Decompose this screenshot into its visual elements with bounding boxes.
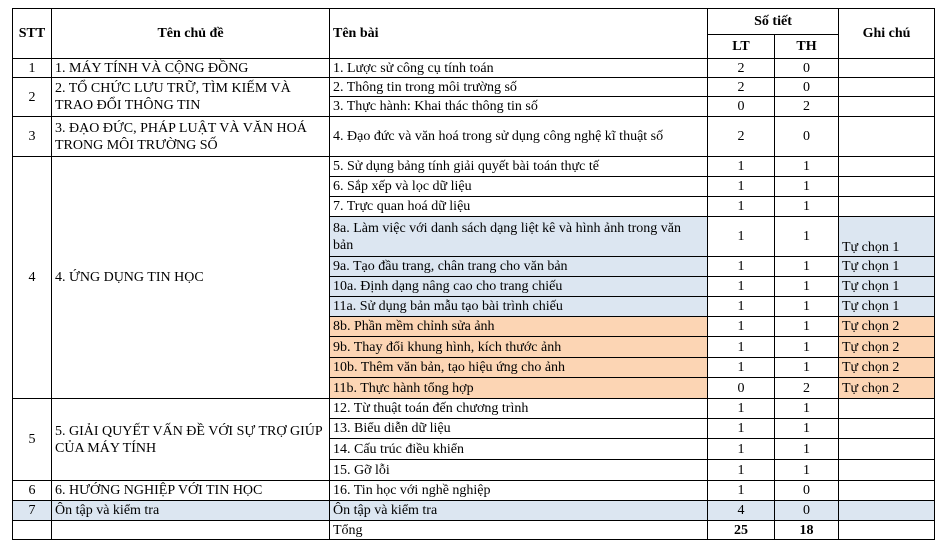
lt-cell: 1: [708, 257, 775, 277]
total-label: Tổng: [330, 521, 708, 540]
th-cell: 1: [775, 399, 839, 419]
lt-cell: 1: [708, 197, 775, 217]
th-cell: 0: [775, 481, 839, 501]
th-cell: 2: [775, 378, 839, 399]
th-cell: 1: [775, 358, 839, 378]
lesson-cell: 9a. Tạo đầu trang, chân trang cho văn bản: [330, 257, 708, 277]
note-cell: [839, 59, 935, 78]
stt-cell: 5: [13, 399, 52, 481]
lt-cell: 1: [708, 317, 775, 337]
lt-cell: 1: [708, 439, 775, 460]
lesson-cell: 12. Từ thuật toán đến chương trình: [330, 399, 708, 419]
note-cell: Tự chọn 2: [839, 358, 935, 378]
lt-cell: 1: [708, 481, 775, 501]
th-cell: 0: [775, 59, 839, 78]
lesson-cell: 14. Cấu trúc điều khiển: [330, 439, 708, 460]
th-cell: 1: [775, 460, 839, 481]
lt-cell: 1: [708, 217, 775, 257]
lt-cell: 1: [708, 177, 775, 197]
lesson-cell: 15. Gỡ lỗi: [330, 460, 708, 481]
lesson-cell: 11b. Thực hành tổng hợp: [330, 378, 708, 399]
topic-cell: 3. ĐẠO ĐỨC, PHÁP LUẬT VÀ VĂN HOÁ TRONG MÔI TRƯỜNG SỐ: [52, 117, 330, 157]
topic-cell: 1. MÁY TÍNH VÀ CỘNG ĐỒNG: [52, 59, 330, 78]
th-cell: 1: [775, 317, 839, 337]
lt-cell: 2: [708, 117, 775, 157]
lt-cell: 1: [708, 460, 775, 481]
total-lt: 25: [708, 521, 775, 540]
th-cell: 1: [775, 217, 839, 257]
lesson-cell: 13. Biểu diễn dữ liệu: [330, 419, 708, 439]
th-cell: 1: [775, 419, 839, 439]
header-periods: Số tiết: [708, 9, 839, 35]
header-topic: Tên chủ đề: [52, 9, 330, 59]
note-cell: [839, 501, 935, 521]
stt-cell: 1: [13, 59, 52, 78]
header-lt: LT: [708, 35, 775, 59]
lt-cell: 1: [708, 277, 775, 297]
lt-cell: 1: [708, 337, 775, 358]
lt-cell: 1: [708, 419, 775, 439]
note-cell: [839, 197, 935, 217]
table-row: [13, 481, 935, 501]
table-row: [13, 59, 935, 78]
stt-cell: 7: [13, 501, 52, 521]
lesson-cell: 3. Thực hành: Khai thác thông tin số: [330, 97, 708, 117]
lt-cell: 0: [708, 97, 775, 117]
th-cell: 1: [775, 277, 839, 297]
stt-cell: 6: [13, 481, 52, 501]
note-cell: Tự chọn 2: [839, 317, 935, 337]
note-cell: Tự chọn 2: [839, 378, 935, 399]
curriculum-table: [12, 8, 935, 540]
total-blank-topic: [52, 521, 330, 540]
lt-cell: 1: [708, 157, 775, 177]
topic-cell: 6. HƯỚNG NGHIỆP VỚI TIN HỌC: [52, 481, 330, 501]
lesson-cell: Ôn tập và kiểm tra: [330, 501, 708, 521]
lt-cell: 2: [708, 59, 775, 78]
th-cell: 1: [775, 257, 839, 277]
lt-cell: 0: [708, 378, 775, 399]
header-lesson: Tên bài: [330, 9, 708, 59]
th-cell: 0: [775, 501, 839, 521]
th-cell: 1: [775, 439, 839, 460]
header-th: TH: [775, 35, 839, 59]
table-row: [13, 399, 935, 419]
topic-cell: 5. GIẢI QUYẾT VẤN ĐỀ VỚI SỰ TRỢ GIÚP CỦA MÁY TÍNH: [52, 399, 330, 481]
topic-cell: Ôn tập và kiểm tra: [52, 501, 330, 521]
total-th: 18: [775, 521, 839, 540]
total-row: [13, 521, 935, 540]
header-note: Ghi chú: [839, 9, 935, 59]
header-stt: STT: [13, 9, 52, 59]
note-cell: [839, 97, 935, 117]
lt-cell: 2: [708, 78, 775, 97]
table-row: [13, 78, 935, 97]
lt-cell: 1: [708, 358, 775, 378]
lesson-cell: 6. Sắp xếp và lọc dữ liệu: [330, 177, 708, 197]
lesson-cell: 5. Sử dụng bảng tính giải quyết bài toán thực tế: [330, 157, 708, 177]
th-cell: 1: [775, 177, 839, 197]
th-cell: 1: [775, 337, 839, 358]
total-blank-stt: [13, 521, 52, 540]
lesson-cell: 10a. Định dạng nâng cao cho trang chiếu: [330, 277, 708, 297]
stt-cell: 3: [13, 117, 52, 157]
lesson-cell: 11a. Sử dụng bản mẫu tạo bài trình chiếu: [330, 297, 708, 317]
lt-cell: 1: [708, 297, 775, 317]
lesson-cell: 8a. Làm việc với danh sách dạng liệt kê và hình ảnh trong văn bản: [330, 217, 708, 257]
table-row: [13, 501, 935, 521]
note-cell: [839, 157, 935, 177]
th-cell: 0: [775, 78, 839, 97]
th-cell: 2: [775, 97, 839, 117]
lt-cell: 4: [708, 501, 775, 521]
th-cell: 1: [775, 157, 839, 177]
lesson-cell: 16. Tin học với nghề nghiệp: [330, 481, 708, 501]
note-cell: [839, 460, 935, 481]
lesson-cell: 1. Lược sử công cụ tính toán: [330, 59, 708, 78]
lesson-cell: 4. Đạo đức và văn hoá trong sử dụng công nghệ kĩ thuật số: [330, 117, 708, 157]
note-cell: Tự chọn 1: [839, 277, 935, 297]
lesson-cell: 10b. Thêm văn bản, tạo hiệu ứng cho ảnh: [330, 358, 708, 378]
note-cell: Tự chọn 1: [839, 217, 935, 257]
total-blank-note: [839, 521, 935, 540]
stt-cell: 4: [13, 157, 52, 399]
stt-cell: 2: [13, 78, 52, 117]
lesson-cell: 7. Trực quan hoá dữ liệu: [330, 197, 708, 217]
note-cell: [839, 78, 935, 97]
lt-cell: 1: [708, 399, 775, 419]
lesson-cell: 2. Thông tin trong môi trường số: [330, 78, 708, 97]
note-cell: [839, 439, 935, 460]
table-row: [13, 117, 935, 157]
lesson-cell: 8b. Phần mềm chỉnh sửa ảnh: [330, 317, 708, 337]
table-row: [13, 157, 935, 177]
note-cell: [839, 399, 935, 419]
note-cell: [839, 117, 935, 157]
note-cell: Tự chọn 1: [839, 297, 935, 317]
note-cell: Tự chọn 2: [839, 337, 935, 358]
note-cell: [839, 177, 935, 197]
note-cell: Tự chọn 1: [839, 257, 935, 277]
th-cell: 0: [775, 117, 839, 157]
topic-cell: 4. ỨNG DỤNG TIN HỌC: [52, 157, 330, 399]
header-row: [13, 9, 935, 35]
note-cell: [839, 419, 935, 439]
topic-cell: 2. TỔ CHỨC LƯU TRỮ, TÌM KIẾM VÀ TRAO ĐỔI THÔNG TIN: [52, 78, 330, 117]
note-cell: [839, 481, 935, 501]
th-cell: 1: [775, 297, 839, 317]
lesson-cell: 9b. Thay đổi khung hình, kích thước ảnh: [330, 337, 708, 358]
th-cell: 1: [775, 197, 839, 217]
